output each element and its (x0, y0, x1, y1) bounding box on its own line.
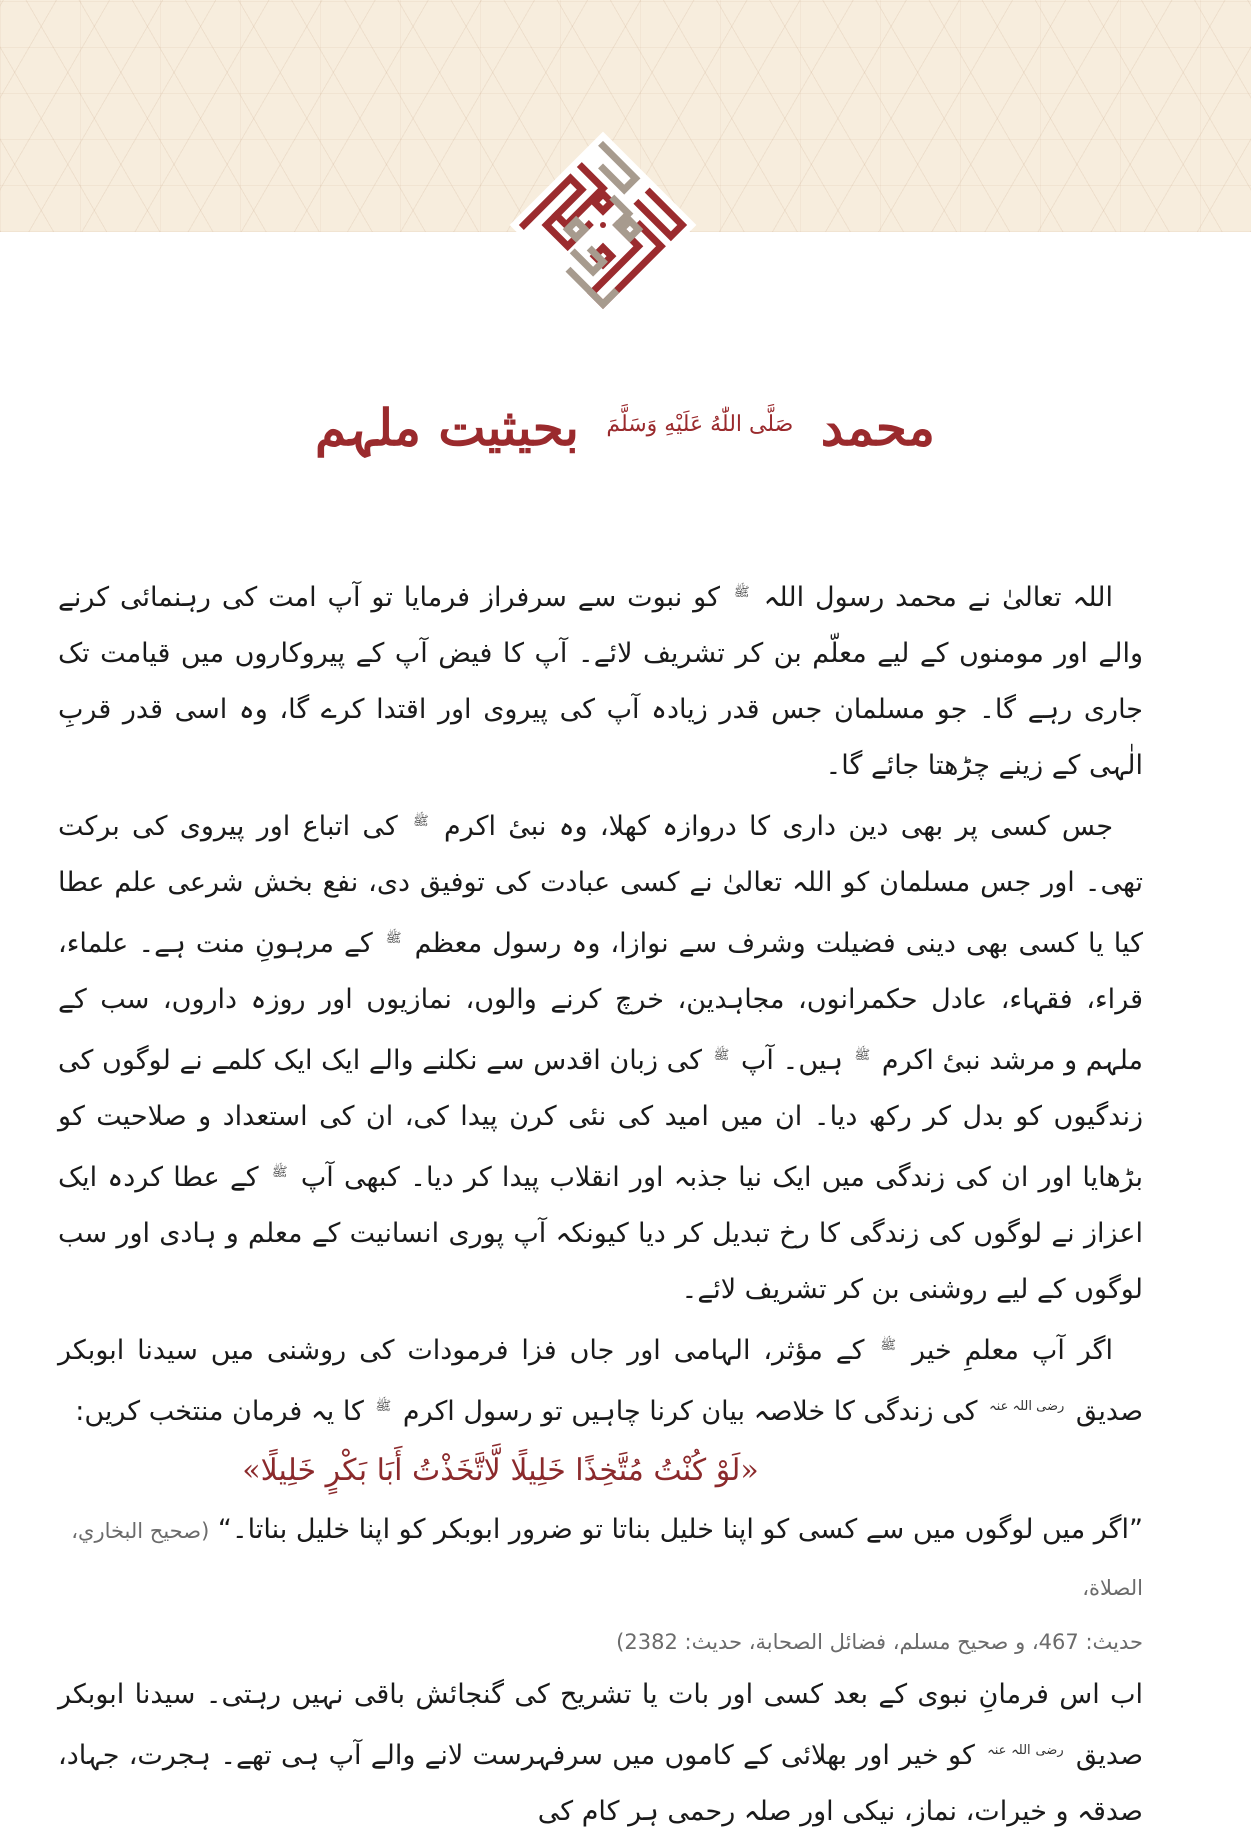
text-segment: کی زندگی کا خلاصہ بیان کرنا چاہیں تو رسول اکرم (402, 1396, 978, 1427)
honorific-saw: ﷺ (271, 1165, 288, 1180)
text-segment: جس کسی پر بھی دین داری کا دروازہ کھلا، وہ نبیٔ اکرم (444, 811, 1114, 842)
paragraph-3 (58, 1318, 1143, 1440)
closing-paragraph (58, 1667, 1143, 1840)
text-segment: ہیں۔ آپ (740, 1045, 843, 1076)
title-rest: بحیثیت ملہم (315, 398, 579, 457)
text-segment: کے مرہونِ منت ہے۔ علماء، قراء، فقہاء، عادل حکمرانوں، مجاہدین، خرچ کرنے والوں، نمازیوں اور روزہ داروں، سب کے ملہم و مرشد نبیٔ اکرم (58, 928, 1143, 1076)
title-honorific: صَلَّى اللّٰهُ عَلَيْهِ وَسَلَّمَ (606, 412, 794, 437)
honorific-ra: رضی اللہ عنہ (987, 1743, 1064, 1758)
hadith-arabic: «لَوْ كُنْتُ مُتَّخِذًا خَلِيلًا لَّاتَّخَذْتُ أَبَا بَكْرٍ خَلِيلًا» (242, 1453, 759, 1488)
page-title (300, 385, 950, 468)
honorific-saw: ﷺ (880, 1338, 897, 1353)
kufic-emblem-icon (508, 130, 698, 320)
hadith-reference-part2: حديث: 467، و صحيح مسلم، فضائل الصحابة، حديث: 2382) (616, 1630, 1143, 1654)
text-segment: کو خیر اور بھلائی کے کاموں میں سرفہرست لانے والے آپ ہی تھے۔ ہجرت، جہاد، صدقہ و خیرات، نماز، نیکی اور صلہ رحمی ہر کام کی (58, 1740, 1143, 1827)
text-segment: کا یہ فرمان منتخب کریں: (75, 1396, 364, 1427)
honorific-saw: ﷺ (713, 1048, 730, 1063)
honorific-saw: ﷺ (375, 1399, 392, 1414)
text-segment: کے مؤثر، الہامی اور جاں فزا فرمودات کی روشنی میں سیدنا ابوبکر صدیق (58, 1335, 1143, 1427)
honorific-ra: رضی اللہ عنہ (989, 1399, 1065, 1414)
hadith-reference-line (58, 1616, 1143, 1667)
text-segment: کی زبان اقدس سے نکلنے والے ایک ایک کلمے نے لوگوں کی زندگیوں کو بدل کر رکھ دیا۔ ان میں امید کی نئی کرن پیدا کی، ان کی استعداد و صلاحیت کو بڑھایا اور ان کی زندگی میں ایک نیا جذبہ اور انقلاب پیدا کر دیا۔ کبھی آپ (58, 1045, 1143, 1193)
text-segment: کی اتباع اور پیروی کی برکت تھی۔ اور جس مسلمان کو اللہ تعالیٰ نے کسی عبادت کی توفیق دی، نفع بخش شرعی علم عطا کیا یا کسی بھی دینی فضیلت وشرف سے نوازا، وہ رسول معظم (58, 811, 1144, 959)
title-name: محمد (820, 398, 935, 457)
article-body (58, 565, 1143, 1840)
hadith-translation-line (58, 1502, 1143, 1616)
honorific-saw: ﷺ (854, 1048, 871, 1063)
hadith-translation: ”اگر میں لوگوں میں سے کسی کو اپنا خلیل بناتا تو ضرور ابوبکر کو اپنا خلیل بناتا۔“ (217, 1514, 1143, 1545)
text-segment: اگر آپ معلمِ خیر (911, 1335, 1113, 1366)
text-segment: کو نبوت سے سرفراز فرمایا تو آپ امت کی رہنمائی کرنے والے اور مومنوں کے لیے معلّم بن کر تشریف لائے۔ آپ کا فیض آپ کے پیروکاروں میں قیامت تک جاری رہے گا۔ جو مسلمان جس قدر زیادہ آپ کی پیروی اور اقتدا کرے گا، وہ اسی قدر قربِ الٰہی کے زینے چڑھتا جائے گا۔ (58, 582, 1143, 781)
hadith-reference-part1: (صحيح البخاري، الصلاة، (71, 1519, 1143, 1600)
honorific-saw: ﷺ (413, 814, 429, 829)
paragraph-2 (58, 794, 1143, 1318)
text-segment: اب اس فرمانِ نبوی کے بعد کسی اور بات یا تشریح کی گنجائش باقی نہیں رہتی۔ سیدنا ابوبکر صدیق (58, 1679, 1143, 1771)
text-segment: کے عطا کردہ ایک اعزاز نے لوگوں کی زندگی کا رخ تبدیل کر دیا کیونکہ آپ پوری انسانیت کے معلم و ہادی اور سب لوگوں کے لیے روشنی بن کر تشریف لائے۔ (58, 1162, 1143, 1305)
paragraph-1 (58, 565, 1143, 794)
honorific-saw: ﷺ (733, 585, 750, 600)
text-segment: اللہ تعالیٰ نے محمد رسول اللہ (763, 582, 1113, 613)
honorific-saw: ﷺ (385, 931, 402, 946)
